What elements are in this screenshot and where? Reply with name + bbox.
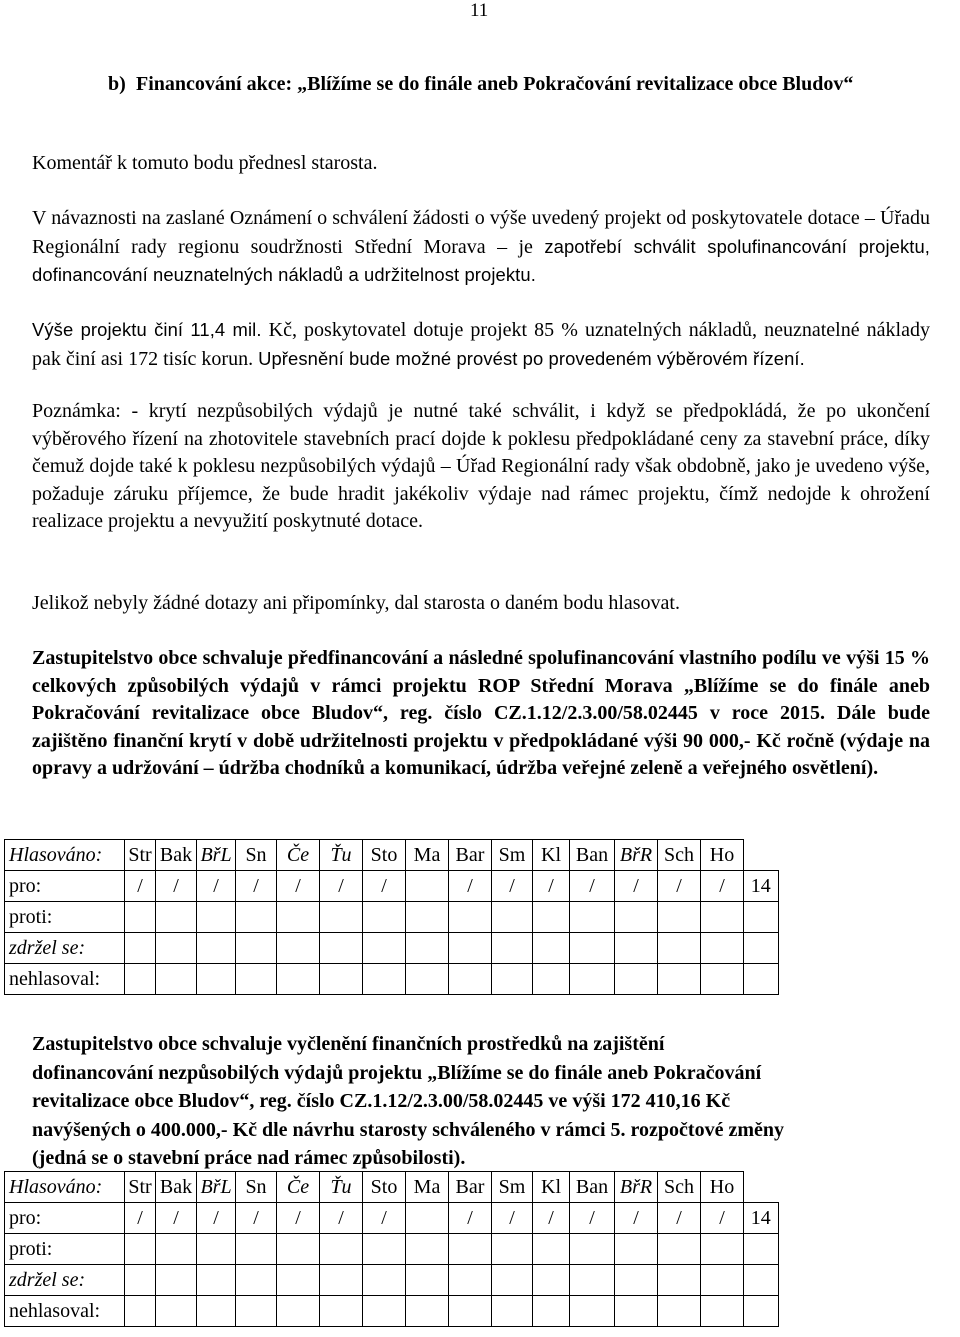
vote-mark (320, 964, 363, 995)
vote-mark (197, 902, 236, 933)
vote-mark (570, 1234, 615, 1265)
vote-mark (570, 964, 615, 995)
resolution-2-line: Zastupitelstvo obce schvaluje vyčlenění finančních prostředků na zajištění (32, 1033, 665, 1055)
vote-mark (320, 902, 363, 933)
vote-row-label: nehlasoval: (5, 1296, 125, 1327)
vote-member-4: Če (277, 1172, 320, 1203)
vote-mark (406, 871, 449, 902)
vote-mark (406, 1203, 449, 1234)
vote-mark: / (701, 871, 744, 902)
vote-mark (658, 1234, 701, 1265)
vote-member-12: BřR (615, 840, 658, 871)
vote-total-header (744, 1172, 779, 1203)
vote-mark (701, 933, 744, 964)
vote-member-3: Sn (236, 840, 277, 871)
vote-member-1: Bak (156, 1172, 197, 1203)
vote-mark (701, 1296, 744, 1327)
vote-mark (449, 1265, 492, 1296)
vote-mark: / (570, 1203, 615, 1234)
vote-member-13: Sch (658, 840, 701, 871)
vote-row-label: zdržel se: (5, 933, 125, 964)
paragraph-1-sans-text: zapotřebí schválit spolufinancování projektu, dofinancování neuznatelných nákladů a udržitelnost projektu. (32, 235, 931, 285)
vote-mark (701, 1265, 744, 1296)
vote-mark (449, 964, 492, 995)
resolution-2-line: dofinancování nezpůsobilých výdajů projektu „Blížíme se do finále aneb Pokračování (32, 1061, 762, 1084)
vote-mark: / (701, 1203, 744, 1234)
vote-mark (701, 902, 744, 933)
vote-mark (156, 902, 197, 933)
note-paragraph: Poznámka: - krytí nezpůsobilých výdajů je nutné také schválit, i když se předpokládá, že po ukončení výběrového řízení na zhotovitele stavebních prací dojde k poklesu předpokládané ceny za stavební práce, díky čemuž dojde také k poklesu nezpůsobilých výdajů – Úřad Regionální rady však obdobně, jako je uvedeno výše, požaduje záruku příjemce, že bude hradit jakékoliv výdaje nad rámec projektu, čímž nedojde k ohrožení realizace projektu a nevyužití poskytnuté dotace. (32, 400, 930, 532)
vote-mark: / (277, 871, 320, 902)
vote-member-14: Ho (701, 840, 744, 871)
vote-mark (277, 902, 320, 933)
vote-mark (197, 1234, 236, 1265)
vote-mark (197, 1265, 236, 1296)
vote-mark: / (492, 871, 533, 902)
vote-member-10: Kl (533, 840, 570, 871)
vote-row-label: zdržel se: (5, 1265, 125, 1296)
vote-mark (492, 1234, 533, 1265)
vote-mark: / (615, 871, 658, 902)
vote-mark (277, 1265, 320, 1296)
vote-mark (533, 964, 570, 995)
vote-mark (320, 1234, 363, 1265)
vote-mark: / (615, 1203, 658, 1234)
vote-member-1: Bak (156, 840, 197, 871)
vote-member-7: Ma (406, 1172, 449, 1203)
vote-mark (533, 1234, 570, 1265)
vote-member-7: Ma (406, 840, 449, 871)
page-number: 11 (470, 0, 489, 21)
vote-mark (125, 933, 156, 964)
vote-member-12: BřR (615, 1172, 658, 1203)
vote-mark (156, 1234, 197, 1265)
vote-member-10: Kl (533, 1172, 570, 1203)
section-title: Financování akce: „Blížíme se do finále aneb Pokračování revitalizace obce Bludov“ (136, 73, 854, 95)
section-heading (108, 70, 908, 98)
vote-mark (125, 964, 156, 995)
vote-mark (236, 964, 277, 995)
vote-member-13: Sch (658, 1172, 701, 1203)
vote-mark (236, 1234, 277, 1265)
voting-table-2 (4, 1171, 779, 1327)
vote-member-14: Ho (701, 1172, 744, 1203)
vote-mark (320, 933, 363, 964)
vote-mark (570, 933, 615, 964)
vote-member-5: Ťu (320, 1172, 363, 1203)
vote-mark (277, 1296, 320, 1327)
comment-paragraph: Komentář k tomuto bodu přednesl starosta. (32, 152, 378, 174)
vote-member-2: BřL (197, 1172, 236, 1203)
voting-intro: Jelikož nebyly žádné dotazy ani připomínky, dal starosta o daném bodu hlasovat. (32, 592, 680, 614)
vote-mark (236, 933, 277, 964)
vote-mark: / (277, 1203, 320, 1234)
vote-mark (492, 1265, 533, 1296)
vote-mark (277, 1234, 320, 1265)
vote-mark: / (570, 871, 615, 902)
paragraph-2-sans-a: Výše projektu činí 11,4 mil. (32, 319, 262, 340)
vote-mark (615, 1296, 658, 1327)
vote-mark: / (658, 871, 701, 902)
vote-mark (125, 1296, 156, 1327)
vote-mark: / (197, 871, 236, 902)
vote-member-6: Sto (363, 840, 406, 871)
vote-mark (236, 1296, 277, 1327)
vote-mark: / (492, 1203, 533, 1234)
vote-mark: / (125, 871, 156, 902)
vote-row-label: nehlasoval: (5, 964, 125, 995)
vote-mark: / (449, 871, 492, 902)
vote-mark (363, 1296, 406, 1327)
vote-mark (658, 902, 701, 933)
vote-member-0: Str (125, 1172, 156, 1203)
vote-mark: / (156, 1203, 197, 1234)
vote-member-9: Sm (492, 840, 533, 871)
vote-mark (236, 902, 277, 933)
vote-mark (406, 1234, 449, 1265)
vote-mark (125, 1234, 156, 1265)
vote-mark (156, 1296, 197, 1327)
vote-row-label: proti: (5, 902, 125, 933)
vote-mark (570, 1265, 615, 1296)
vote-total: 14 (744, 1203, 779, 1234)
vote-member-8: Bar (449, 840, 492, 871)
vote-mark (320, 1265, 363, 1296)
vote-mark (570, 902, 615, 933)
vote-mark (197, 933, 236, 964)
vote-mark (156, 964, 197, 995)
vote-mark (615, 1265, 658, 1296)
vote-mark: / (125, 1203, 156, 1234)
vote-total (744, 1265, 779, 1296)
vote-total: 14 (744, 871, 779, 902)
vote-mark (492, 902, 533, 933)
vote-mark (570, 1296, 615, 1327)
vote-member-2: BřL (197, 840, 236, 871)
vote-mark (701, 1234, 744, 1265)
vote-total-header (744, 840, 779, 871)
vote-mark (492, 964, 533, 995)
vote-member-3: Sn (236, 1172, 277, 1203)
vote-row-label: pro: (5, 871, 125, 902)
vote-mark (363, 1265, 406, 1296)
vote-mark (615, 902, 658, 933)
resolution-2 (32, 1030, 930, 1173)
resolution-2-line: navýšených o 400.000,- Kč dle návrhu starosty schváleného v rámci 5. rozpočtové změny (32, 1118, 784, 1141)
vote-mark (406, 964, 449, 995)
vote-mark (492, 933, 533, 964)
vote-total (744, 933, 779, 964)
vote-mark (236, 1265, 277, 1296)
vote-mark: / (156, 871, 197, 902)
vote-mark: / (363, 1203, 406, 1234)
paragraph-2 (32, 316, 930, 373)
vote-mark: / (658, 1203, 701, 1234)
vote-mark: / (363, 871, 406, 902)
vote-mark (406, 902, 449, 933)
vote-mark (406, 1296, 449, 1327)
vote-member-9: Sm (492, 1172, 533, 1203)
vote-mark (533, 1296, 570, 1327)
paragraph-1 (32, 205, 930, 290)
vote-mark (615, 964, 658, 995)
vote-member-11: Ban (570, 1172, 615, 1203)
vote-mark (449, 1234, 492, 1265)
vote-mark (449, 933, 492, 964)
vote-mark (277, 933, 320, 964)
vote-mark (658, 1265, 701, 1296)
vote-mark (533, 902, 570, 933)
vote-mark (125, 1265, 156, 1296)
vote-mark: / (320, 871, 363, 902)
vote-header-label: Hlasováno: (5, 1172, 125, 1203)
vote-row-label: pro: (5, 1203, 125, 1234)
resolution-1: Zastupitelstvo obce schvaluje předfinancování a následné spolufinancování vlastního podílu ve výši 15 % celkových způsobilých výdajů v rámci projektu ROP Střední Morava „Blížíme se do finále aneb Pokračování revitalizace obce Bludov“, reg. číslo CZ.1.12/2.3.00/58.02445 v roce 2015. Dále bude zajištěno finanční krytí v době udržitelnosti projektu v předpokládané výši 90 000,- Kč ročně (výdaje na opravy a udržování – údržba chodníků a komunikací, údržba veřejné zeleně a veřejného osvětlení). (32, 647, 930, 779)
vote-mark (449, 1296, 492, 1327)
vote-total (744, 1234, 779, 1265)
vote-member-8: Bar (449, 1172, 492, 1203)
vote-mark (533, 933, 570, 964)
paragraph-2-sans-b: Upřesnění bude možné provést po provedeném výběrovém řízení. (258, 347, 805, 369)
vote-mark (406, 933, 449, 964)
vote-mark (156, 933, 197, 964)
vote-mark: / (533, 1203, 570, 1234)
vote-member-6: Sto (363, 1172, 406, 1203)
resolution-2-line: (jedná se o stavební práce nad rámec způsobilosti). (32, 1147, 466, 1169)
vote-row-label: proti: (5, 1234, 125, 1265)
paragraph-1-text: V návaznosti na zaslané Oznámení o schválení žádosti o výše uvedený projekt od poskytovatele dotace – Úřadu Regionální rady regionu soudržnosti Střední Morava – je (32, 207, 930, 258)
vote-mark (125, 902, 156, 933)
vote-member-4: Če (277, 840, 320, 871)
vote-mark: / (236, 871, 277, 902)
vote-mark (156, 1265, 197, 1296)
voting-table-1 (4, 839, 779, 995)
vote-mark (406, 1265, 449, 1296)
vote-member-5: Ťu (320, 840, 363, 871)
vote-total (744, 964, 779, 995)
vote-mark (492, 1296, 533, 1327)
vote-mark (658, 933, 701, 964)
vote-member-0: Str (125, 840, 156, 871)
vote-mark (363, 964, 406, 995)
vote-mark (363, 902, 406, 933)
vote-mark (533, 1265, 570, 1296)
vote-header-label: Hlasováno: (5, 840, 125, 871)
vote-mark: / (236, 1203, 277, 1234)
vote-mark (363, 933, 406, 964)
vote-total (744, 1296, 779, 1327)
vote-mark (197, 1296, 236, 1327)
vote-mark: / (197, 1203, 236, 1234)
vote-mark (615, 933, 658, 964)
vote-mark (658, 964, 701, 995)
resolution-2-line: revitalizace obce Bludov“, reg. číslo CZ.1.12/2.3.00/58.02445 ve výši 172 410,16 Kč (32, 1090, 731, 1112)
vote-mark (658, 1296, 701, 1327)
vote-mark (320, 1296, 363, 1327)
vote-mark (701, 964, 744, 995)
vote-mark (197, 964, 236, 995)
vote-mark: / (320, 1203, 363, 1234)
paragraph-2-serif: Kč, poskytovatel dotuje projekt 85 % uznatelných nákladů, neuznatelné náklady pak činí asi 172 tisíc korun. (32, 319, 930, 370)
vote-member-11: Ban (570, 840, 615, 871)
section-label: b) (108, 73, 126, 95)
vote-mark (277, 964, 320, 995)
vote-mark: / (533, 871, 570, 902)
vote-mark (615, 1234, 658, 1265)
vote-mark (449, 902, 492, 933)
vote-mark: / (449, 1203, 492, 1234)
vote-mark (363, 1234, 406, 1265)
vote-total (744, 902, 779, 933)
